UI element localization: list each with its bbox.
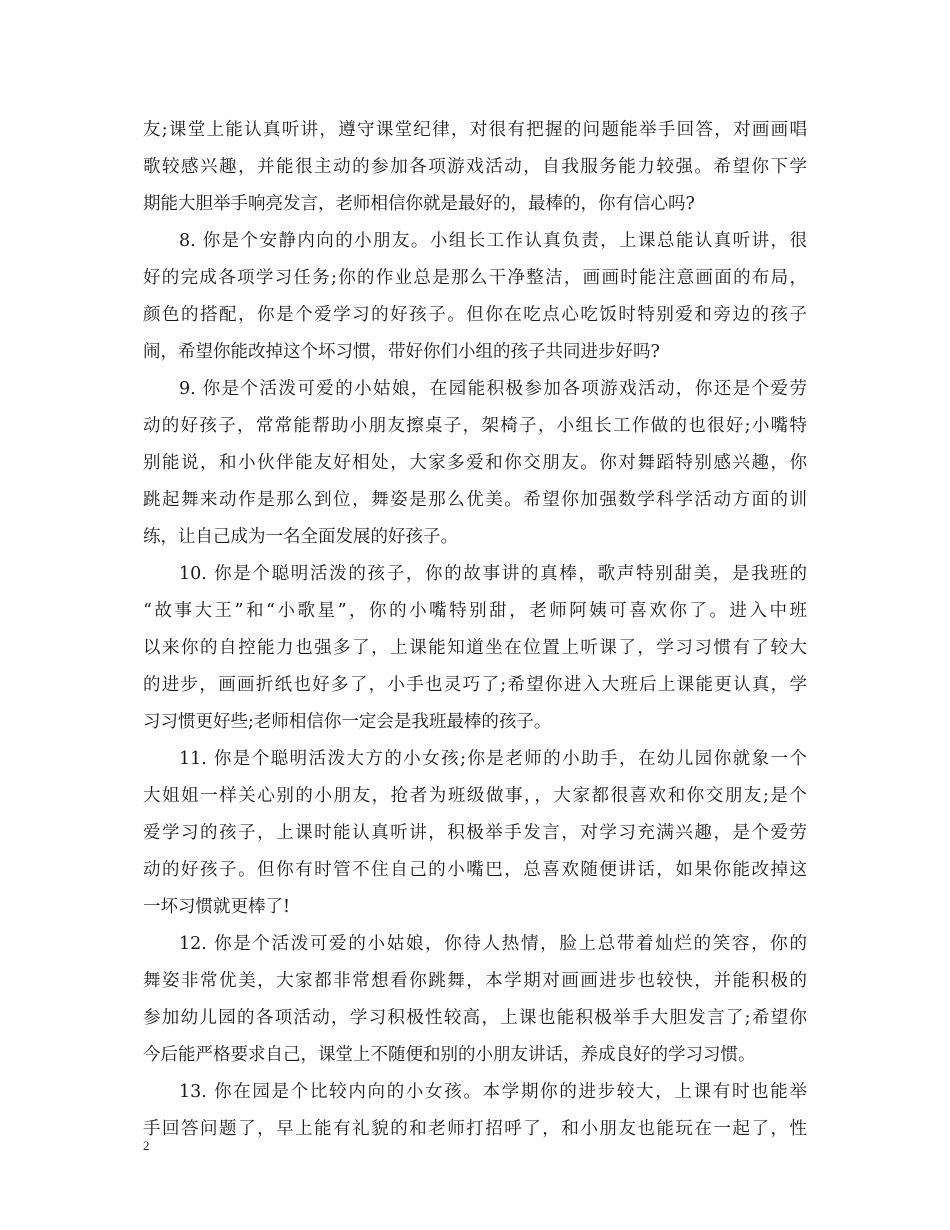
text-line: 练，让自己成为一名全面发展的好孩子。 — [143, 527, 458, 547]
text-line: 9. 你是个活泼可爱的小姑娘，在园能积极参加各项游戏活动，你还是个爱劳 — [179, 379, 807, 399]
text-line: 颜色的搭配，你是个爱学习的好孩子。但你在吃点心吃饭时特别爱和旁边的孩子 — [143, 305, 807, 325]
text-line: 手回答问题了，早上能有礼貌的和老师打招呼了，和小朋友也能玩在一起了，性 — [143, 1119, 807, 1139]
text-line: 大姐姐一样关心别的小朋友，抢者为班级做事，，大家都很喜欢和你交朋友;是个 — [143, 786, 807, 806]
paragraph-item-12 — [143, 926, 807, 1074]
text-line: 动的好孩子，常常能帮助小朋友擦桌子，架椅子，小组长工作做的也很好;小嘴特 — [143, 416, 807, 436]
text-line: 以来你的自控能力也强多了，上课能知道坐在位置上听课了，学习习惯有了较大 — [143, 638, 807, 658]
page-number: 2 — [143, 1138, 150, 1153]
text-line: 别能说，和小伙伴能友好相处，大家多爱和你交朋友。你对舞蹈特别感兴趣，你 — [143, 453, 807, 473]
document-body — [143, 112, 807, 1148]
text-line: 期能大胆举手响亮发言，老师相信你就是最好的，最棒的，你有信心吗? — [143, 194, 695, 214]
text-line: 13. 你在园是个比较内向的小女孩。本学期你的进步较大，上课有时也能举 — [179, 1082, 807, 1102]
text-line: 爱学习的孩子，上课时能认真听讲，积极举手发言，对学习充满兴趣，是个爱劳 — [143, 823, 807, 843]
paragraph-item-11 — [143, 741, 807, 926]
text-line: 动的好孩子。但你有时管不住自己的小嘴巴，总喜欢随便讲话，如果你能改掉这 — [143, 860, 807, 880]
text-line: 跳起舞来动作是那么到位，舞姿是那么优美。希望你加强数学科学活动方面的训 — [143, 490, 807, 510]
paragraph-item-9 — [143, 371, 807, 556]
text-line: 好的完成各项学习任务;你的作业总是那么干净整洁，画画时能注意画面的布局， — [143, 268, 807, 288]
text-line: 习习惯更好些;老师相信你一定会是我班最棒的孩子。 — [143, 712, 552, 732]
text-line: 今后能严格要求自己，课堂上不随便和别的小朋友讲话，养成良好的学习习惯。 — [143, 1045, 756, 1065]
text-line: “故事大王”和“小歌星”，你的小嘴特别甜，老师阿姨可喜欢你了。进入中班 — [143, 601, 807, 621]
text-line: 舞姿非常优美，大家都非常想看你跳舞，本学期对画画进步也较快，并能积极的 — [143, 971, 807, 991]
text-line: 的进步，画画折纸也好多了，小手也灵巧了;希望你进入大班后上课能更认真，学 — [143, 675, 807, 695]
text-line: 10. 你是个聪明活泼的孩子，你的故事讲的真棒，歌声特别甜美，是我班的 — [179, 564, 807, 584]
text-line: 12. 你是个活泼可爱的小姑娘，你待人热情，脸上总带着灿烂的笑容，你的 — [179, 934, 807, 954]
paragraph-item-13 — [143, 1074, 807, 1148]
text-line: 闹，希望你能改掉这个坏习惯，带好你们小组的孩子共同进步好吗? — [143, 342, 660, 362]
text-line: 歌较感兴趣，并能很主动的参加各项游戏活动，自我服务能力较强。希望你下学 — [143, 157, 807, 177]
paragraph-item-10 — [143, 556, 807, 741]
paragraph-continuation — [143, 112, 807, 223]
text-line: 参加幼儿园的各项活动，学习积极性较高，上课也能积极举手大胆发言了;希望你 — [143, 1008, 807, 1028]
text-line: 一坏习惯就更棒了! — [143, 897, 291, 917]
text-line: 11. 你是个聪明活泼大方的小女孩;你是老师的小助手，在幼儿园你就象一个 — [179, 749, 807, 769]
text-line: 8. 你是个安静内向的小朋友。小组长工作认真负责，上课总能认真听讲，很 — [179, 231, 807, 251]
text-line: 友;课堂上能认真听讲，遵守课堂纪律，对很有把握的问题能举手回答，对画画唱 — [143, 120, 807, 140]
paragraph-item-8 — [143, 223, 807, 371]
